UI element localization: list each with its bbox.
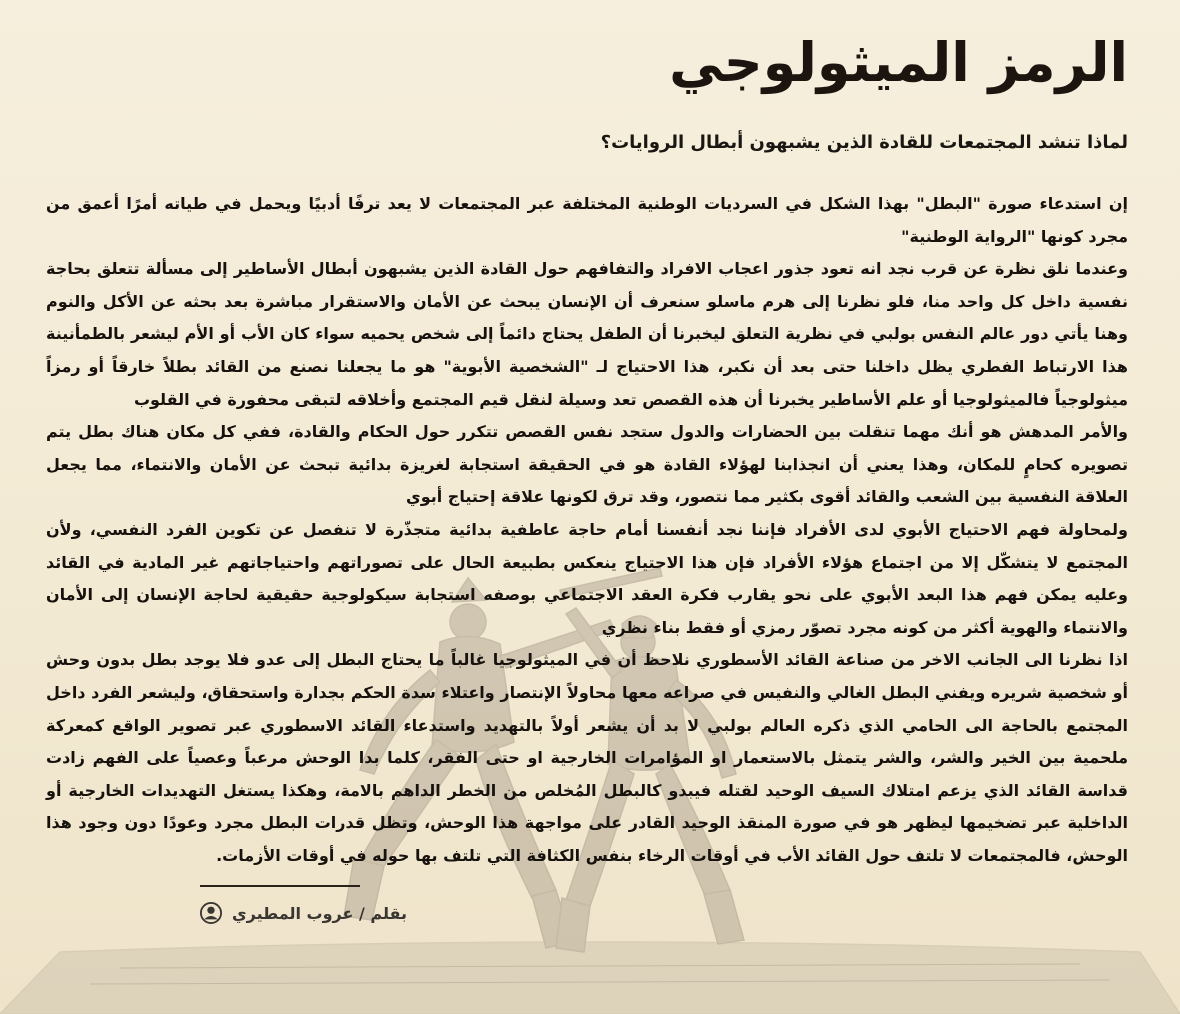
author-name: بقلم / عروب المطيري	[232, 903, 408, 923]
author-byline	[200, 902, 407, 924]
article-paragraph: إن استدعاء صورة "البطل" بهذا الشكل في السرديات الوطنية المختلفة عبر المجتمعات لا يعد ترفًا أدبيًا ويحمل في طياته أمرًا أعمق من مجرد كونها "الرواية الوطنية"	[46, 194, 1128, 246]
article-subtitle: لماذا تنشد المجتمعات للقادة الذين يشبهون أبطال الروايات؟	[600, 132, 1128, 153]
byline-divider	[200, 885, 360, 887]
article-paragraph: والأمر المدهش هو أنك مهما تنقلت بين الحضارات والدول ستجد نفس القصص تتكرر حول الحكام والقادة، ففي كل مكان هناك بطل يتم تصويره كحامٍ للمكان، وهذا يعني أن انجذابنا لهؤلاء القادة هو في الحقيقة استجابة لغريزة بدائية تبحث عن الأمان والانتماء، مما يجعل العلاقة النفسية بين الشعب والقائد أقوى بكثير مما نتصور، وقد ترق لكونها علاقة إحتياج أبوي	[46, 422, 1128, 507]
article-paragraph: وعندما نلق نظرة عن قرب نجد انه تعود جذور اعجاب الافراد والتفافهم حول القادة الذين يشبهون أبطال الأساطير إلى مسألة تتعلق بحاجة نفسية داخل كل واحد منا، فلو نظرنا إلى هرم ماسلو سنعرف أن الإنسان يبحث عن الأمان والاستقرار مباشرة بعد بحثه عن الأكل والنوم وهنا يأتي دور عالم النفس بولبي في نظرية التعلق ليخبرنا أن الطفل يحتاج دائماً إلى شخص يحميه سواء كان الأب أو الأم ليشعر بالطمأنينة هذا الارتباط الفطري يظل داخلنا حتى بعد أن نكبر، هذا الاحتياج لـ "الشخصية الأبوية" هو ما يجعلنا نصنع من القائد بطلاً خارقاً أو رمزاً ميثولوجياً فالميثولوجيا أو علم الأساطير يخبرنا أن هذه القصص تعد وسيلة لنقل قيم المجتمع وأخلاقه لتبقى محفورة في القلوب	[46, 259, 1128, 409]
user-circle-icon	[200, 902, 222, 924]
article-paragraph: ولمحاولة فهم الاحتياج الأبوي لدى الأفراد فإننا نجد أنفسنا أمام حاجة عاطفية بدائية متجذّرة لا تنفصل عن تكوين الفرد النفسي، ولأن المجتمع لا يتشكّل إلا من اجتماع هؤلاء الأفراد فإن هذا الاحتياج ينعكس بطبيعة الحال على تصوراتهم واحتياجاتهم غير المادية في القائد وعليه يمكن فهم هذا البعد الأبوي على نحو يقارب فكرة العقد الاجتماعي بوصفه استجابة سيكولوجية حقيقية لحاجة الإنسان إلى الأمان والانتماء والهوية أكثر من كونه مجرد تصوّر رمزي أو فقط بناء نظري	[46, 519, 1128, 637]
article-body	[46, 188, 1128, 872]
article-title: الرمز الميثولوجي	[669, 31, 1128, 94]
article-paragraph: اذا نظرنا الى الجانب الاخر من صناعة القائد الأسطوري نلاحظ أن في الميثولوجيا غالباً ما يحتاج البطل إلى عدو فلا يوجد بطل بدون وحش أو شخصية شريره ويفني البطل الغالي والنفيس في صراعه معها محاولاً الإنتصار واعتلاء سدة الحكم بجدارة واستحقاق، وليشعر الفرد داخل المجتمع بالحاجة الى الحامي الذي ذكره العالم بولبي لا بد أن يشعر أولاً بالتهديد واستدعاء القائد الاسطوري عبر تصوير الواقع كمعركة ملحمية بين الخير والشر، والشر يتمثل بالاستعمار او المؤامرات الخارجية او حتى الفقر، كلما بدا الوحش مرعباً وعصياً على الفهم زادت قداسة القائد الذي يزعم امتلاك السيف الوحيد لقتله فيبدو كالبطل المُخلص من الخطر الداهم بالامة، وهكذا يستغل التهديدات الخارجية أو الداخلية عبر تضخيمها ليظهر هو في صورة المنقذ الوحيد القادر على مواجهة هذا الوحش، وتظل قدرات البطل مجرد وعودًا دون وجود هذا الوحش، فالمجتمعات لا تلتف حول القائد الأب في أوقات الرخاء بنفس الكثافة التي تلتف بها حوله في أوقات الأزمات.	[46, 650, 1128, 865]
